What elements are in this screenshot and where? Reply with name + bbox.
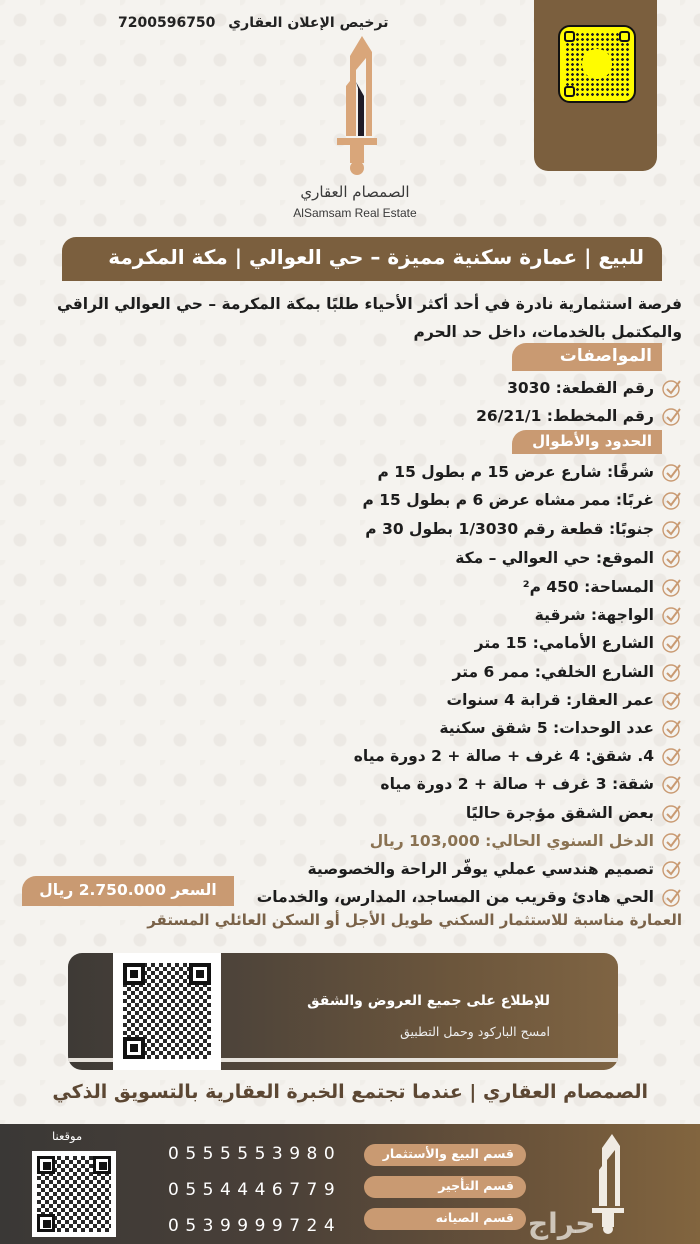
footer bbox=[0, 1124, 700, 1244]
detail-text: عدد الوحدات: 5 شقق سكنية bbox=[439, 719, 654, 737]
spec-row bbox=[476, 403, 682, 429]
app-download-banner[interactable] bbox=[68, 953, 618, 1070]
check-icon bbox=[662, 887, 682, 907]
bound-row bbox=[365, 516, 682, 542]
detail-row bbox=[475, 630, 682, 656]
check-icon bbox=[662, 831, 682, 851]
check-icon bbox=[662, 803, 682, 823]
listing-intro: فرصة استثمارية نادرة في أحد أكثر الأحياء طلبًا بمكة المكرمة – حي العوالي الراقي والمكتمل بالخدمات، داخل حد الحرم bbox=[56, 295, 682, 341]
detail-row bbox=[307, 856, 682, 882]
detail-text: عمر العقار: قرابة 4 سنوات bbox=[446, 691, 654, 709]
spec-text: رقم القطعة: 3030 bbox=[507, 379, 654, 397]
brand-logo-icon bbox=[334, 36, 380, 176]
phone-number[interactable]: 0554446779 bbox=[168, 1180, 342, 1200]
ad-license bbox=[118, 15, 388, 31]
detail-text: الشارع الأمامي: 15 متر bbox=[474, 634, 654, 652]
spec-text: رقم المخطط: 26/21/1 bbox=[476, 407, 654, 425]
brand-name-en: AlSamsam Real Estate bbox=[293, 206, 417, 220]
site-label: موقعنا bbox=[52, 1129, 83, 1143]
dept-sales[interactable]: قسم البيع والأستثمار bbox=[364, 1144, 526, 1166]
annual-income-row bbox=[370, 828, 682, 854]
check-icon bbox=[662, 605, 682, 625]
check-icon bbox=[662, 859, 682, 879]
listing-title: للبيع | عمارة سكنية مميزة – حي العوالي | مكة المكرمة bbox=[62, 237, 662, 281]
detail-row bbox=[447, 687, 683, 713]
bound-row bbox=[363, 487, 683, 513]
check-icon bbox=[662, 406, 682, 426]
bound-row bbox=[378, 459, 682, 485]
bounds-heading: الحدود والأطوال bbox=[512, 430, 662, 454]
detail-text: بعض الشقق مؤجرة حاليًا bbox=[465, 804, 654, 822]
check-icon bbox=[662, 462, 682, 482]
check-icon bbox=[662, 548, 682, 568]
footer-logo-icon bbox=[590, 1134, 626, 1234]
detail-text: الشارع الخلفي: ممر 6 متر bbox=[452, 663, 654, 681]
phone-number[interactable]: 0539999724 bbox=[168, 1216, 342, 1236]
detail-text: شقة: 3 غرف + صالة + 2 دورة مياه bbox=[380, 775, 654, 793]
brand-name-ar: الصمصام العقاري bbox=[300, 183, 410, 201]
detail-row bbox=[439, 715, 682, 741]
detail-row bbox=[466, 800, 682, 826]
dept-rental[interactable]: قسم التأجير bbox=[364, 1176, 526, 1198]
detail-row bbox=[453, 659, 683, 685]
bound-text: جنوبًا: قطعة رقم 1/3030 بطول 30 م bbox=[365, 520, 654, 538]
detail-row bbox=[455, 545, 682, 571]
detail-text: 4. شقق: 4 غرف + صالة + 2 دورة مياه bbox=[353, 747, 654, 765]
price-tag: السعر 2.750.000 ريال bbox=[22, 876, 234, 906]
app-banner-title: للإطلاع على جميع العروض والشقق bbox=[307, 993, 550, 1009]
phone-list bbox=[168, 1136, 341, 1244]
suitability-note: العمارة مناسبة للاستثمار السكني طويل الأجل أو السكن العائلي المستقر bbox=[147, 911, 682, 929]
snapcode-icon[interactable] bbox=[558, 25, 636, 103]
license-label: ترخيص الإعلان العقاري bbox=[228, 15, 389, 31]
check-icon bbox=[662, 718, 682, 738]
detail-text: تصميم هندسي عملي يوفّر الراحة والخصوصية bbox=[307, 860, 654, 878]
app-qr-icon[interactable] bbox=[113, 953, 221, 1070]
detail-text: الحي هادئ وقريب من المساجد، المدارس، والخدمات bbox=[256, 888, 654, 906]
detail-row bbox=[535, 602, 682, 628]
detail-text: الموقع: حي العوالي – مكة bbox=[455, 549, 654, 567]
app-banner-subtitle: امسح الباركود وحمل التطبيق bbox=[400, 1024, 550, 1039]
check-icon bbox=[662, 746, 682, 766]
check-icon bbox=[662, 378, 682, 398]
check-icon bbox=[662, 633, 682, 653]
location-qr-icon[interactable] bbox=[32, 1151, 116, 1237]
bound-text: غربًا: ممر مشاه عرض 6 م بطول 15 م bbox=[362, 491, 654, 509]
detail-text: الواجهة: شرقية bbox=[534, 606, 654, 624]
brand-slogan: الصمصام العقاري | عندما تجتمع الخبرة العقارية بالتسويق الذكي bbox=[52, 1081, 648, 1103]
detail-row bbox=[257, 884, 682, 910]
haraj-watermark: حراج bbox=[528, 1207, 596, 1240]
detail-row bbox=[380, 771, 682, 797]
snapcode-card[interactable] bbox=[534, 0, 657, 171]
specs-heading: المواصفات bbox=[512, 343, 662, 371]
check-icon bbox=[662, 662, 682, 682]
check-icon bbox=[662, 490, 682, 510]
spec-row bbox=[507, 375, 682, 401]
detail-row bbox=[354, 743, 682, 769]
license-number: 7200596750 bbox=[118, 15, 216, 31]
dept-maintenance[interactable]: قسم الصيانه bbox=[364, 1208, 526, 1230]
detail-row bbox=[523, 574, 682, 600]
phone-number[interactable]: 0555553980 bbox=[168, 1144, 342, 1164]
check-icon bbox=[662, 774, 682, 794]
check-icon bbox=[662, 577, 682, 597]
detail-text: المساحة: 450 م² bbox=[522, 578, 654, 596]
check-icon bbox=[662, 519, 682, 539]
bound-text: شرقًا: شارع عرض 15 م بطول 15 م bbox=[377, 463, 654, 481]
detail-text: الدخل السنوي الحالي: 103,000 ريال bbox=[369, 832, 654, 850]
check-icon bbox=[662, 690, 682, 710]
